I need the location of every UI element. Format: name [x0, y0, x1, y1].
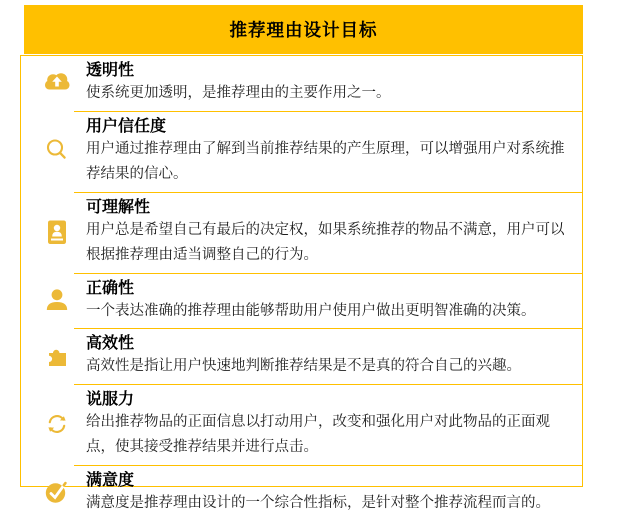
goal-icon-cell: [21, 192, 74, 273]
goal-description: 使系统更加透明，是推荐理由的主要作用之一。: [86, 81, 578, 109]
goal-icon-cell: [21, 465, 74, 520]
goal-description: 满意度是推荐理由设计的一个综合性指标，是针对整个推荐流程而言的。: [86, 491, 578, 519]
goal-text: [74, 273, 582, 329]
goal-text: [74, 192, 582, 273]
goal-row: [21, 192, 582, 273]
goal-title: 高效性: [86, 331, 578, 354]
goal-title: 正确性: [86, 276, 578, 299]
goal-description: 用户总是希望自己有最后的决定权，如果系统推荐的物品不满意，用户可以根据推荐理由适当调整自己的行为。: [86, 218, 578, 271]
goal-title: 满意度: [86, 468, 578, 491]
goal-icon-cell: [21, 328, 74, 384]
goal-title: 说服力: [86, 387, 578, 410]
goal-row: [21, 465, 582, 520]
check-circle-icon: [42, 477, 72, 507]
goal-text: [74, 56, 582, 111]
refresh-icon: [42, 409, 72, 439]
goal-row: [21, 111, 582, 192]
goal-text: [74, 111, 582, 192]
goal-icon-cell: [21, 111, 74, 192]
goal-icon-cell: [21, 384, 74, 465]
user-icon: [42, 285, 72, 315]
goal-title: 用户信任度: [86, 114, 578, 137]
goal-row: [21, 384, 582, 465]
goal-description: 用户通过推荐理由了解到当前推荐结果的产生原理，可以增强用户对系统推荐结果的信心。: [86, 137, 578, 190]
goal-text: [74, 384, 582, 465]
puzzle-icon: [42, 341, 72, 371]
goal-icon-cell: [21, 56, 74, 111]
goal-description: 给出推荐物品的正面信息以打动用户，改变和强化用户对此物品的正面观点，使其接受推荐结果并进行点击。: [86, 410, 578, 463]
goal-row: [21, 328, 582, 384]
search-icon: [42, 136, 72, 166]
header-banner: [24, 5, 583, 54]
cloud-upload-icon: [42, 68, 72, 98]
goal-description: 一个表达准确的推荐理由能够帮助用户使用户做出更明智准确的决策。: [86, 299, 578, 327]
goal-title: 可理解性: [86, 195, 578, 218]
goal-text: [74, 465, 582, 520]
id-badge-icon: [42, 217, 72, 247]
goal-icon-cell: [21, 273, 74, 329]
goal-row: [21, 273, 582, 329]
goal-title: 透明性: [86, 58, 578, 81]
goal-row: [21, 56, 582, 111]
page-title: 推荐理由设计目标: [230, 17, 378, 42]
goal-text: [74, 328, 582, 384]
goals-list: [20, 55, 583, 487]
goal-description: 高效性是指让用户快速地判断推荐结果是不是真的符合自己的兴趣。: [86, 354, 578, 382]
